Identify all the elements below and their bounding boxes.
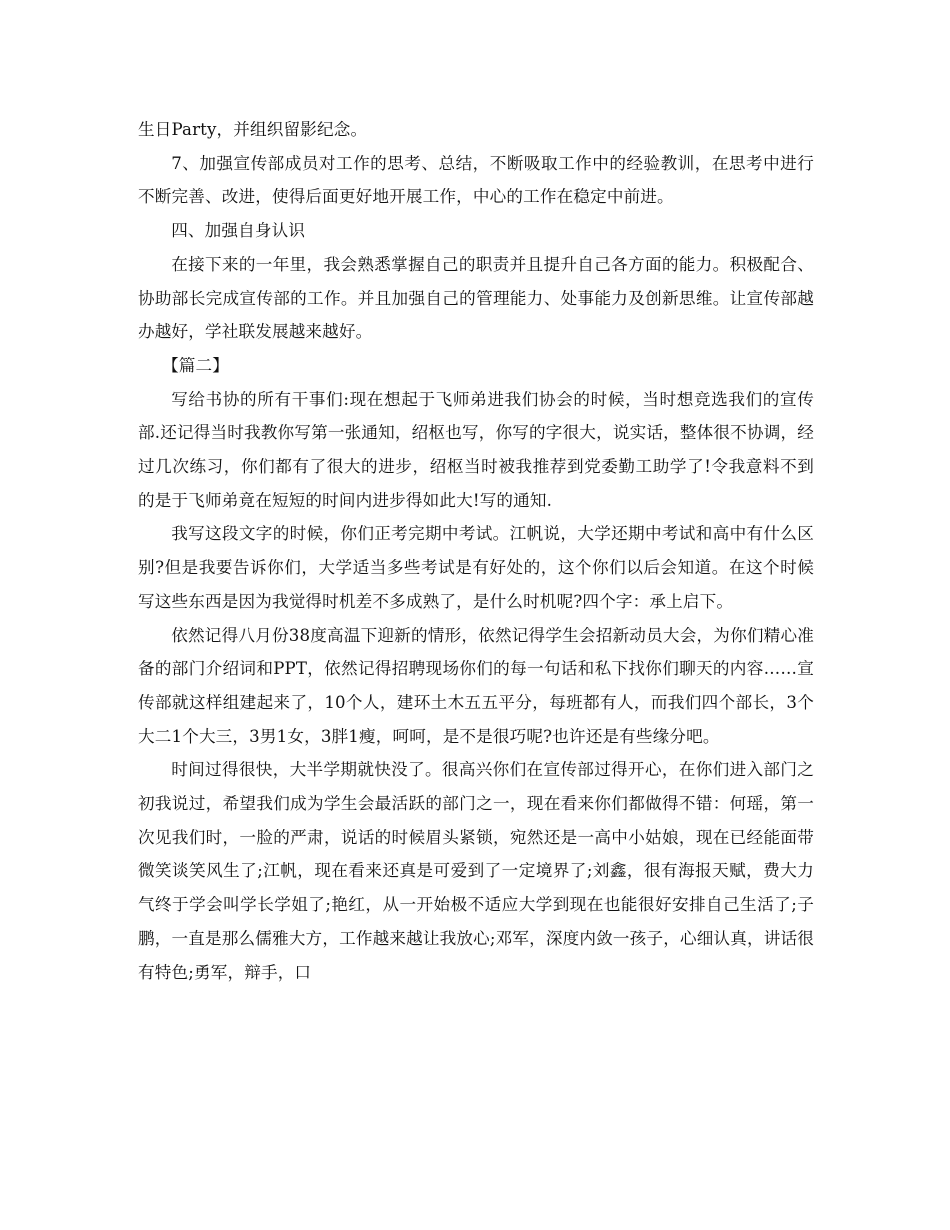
section-title-part2: 【篇二】 xyxy=(162,355,230,375)
paragraph-self-awareness: 在接下来的一年里，我会熟悉掌握自己的职责并且提升自己各方面的能力。积极配合、协助部长完成宣传部的工作。并且加强自己的管理能力、处事能力及创新思维。让宣传部越办越好，学社联发展越来越好。 xyxy=(138,254,814,342)
paragraph-letter-intro: 写给书协的所有干事们:现在想起于飞师弟进我们协会的时候，当时想竞选我们的宣传部.还记得当时我教你写第一张通知，绍枢也写，你写的字很大，说实话，整体很不协调，经过几次练习，你们都有了很大的进步，绍枢当时被我推荐到党委勤工助学了!令我意料不到的是于飞师弟竟在短短的时间内进步得如此大!写的通知. xyxy=(138,389,814,510)
paragraph-exams: 我写这段文字的时候，你们正考完期中考试。江帆说，大学还期中考试和高中有什么区别?但是我要告诉你们，大学适当多些考试是有好处的，这个你们以后会知道。在这个时候写这些东西是因为我觉得时机差不多成熟了，是什么时机呢?四个字：承上启下。 xyxy=(138,524,814,611)
document-page xyxy=(138,113,814,989)
paragraph-members: 时间过得很快，大半学期就快没了。很高兴你们在宣传部过得开心，在你们进入部门之初我说过，希望我们成为学生会最活跃的部门之一，现在看来你们都做得不错：何瑶，第一次见我们时，一脸的严肃，说话的时候眉头紧锁，宛然还是一高中小姑娘，现在已经能面带微笑谈笑风生了;江帆，现在看来还真是可爱到了一定境界了;刘鑫，很有海报天赋，费大力气终于学会叫学长学姐了;艳红，从一开始极不适应大学到现在也能很好安排自己生活了;子鹏，一直是那么儒雅大方，工作越来越让我放心;邓军，深度内敛一孩子，心细认真，讲话很有特色;勇军，辩手，口 xyxy=(138,760,814,982)
section-heading-4: 四、加强自身认识 xyxy=(171,221,306,241)
paragraph-continuation: 生日Party，并组织留影纪念。 xyxy=(138,120,368,139)
paragraph-item-7: 7、加强宣传部成员对工作的思考、总结，不断吸取工作中的经验教训，在思考中进行不断完善、改进，使得后面更好地开展工作，中心的工作在稳定中前进。 xyxy=(138,153,814,207)
paragraph-recruitment: 依然记得八月份38度高温下迎新的情形，依然记得学生会招新动员大会，为你们精心准备的部门介绍词和PPT，依然记得招聘现场你们的每一句话和私下找你们聊天的内容……宣传部就这样组建起来了，10个人，建环土木五五平分，每班都有人，而我们四个部长，3个大二1个大三，3男1女，3胖1瘦，呵呵，是不是很巧呢?也许还是有些缘分吧。 xyxy=(138,625,814,746)
